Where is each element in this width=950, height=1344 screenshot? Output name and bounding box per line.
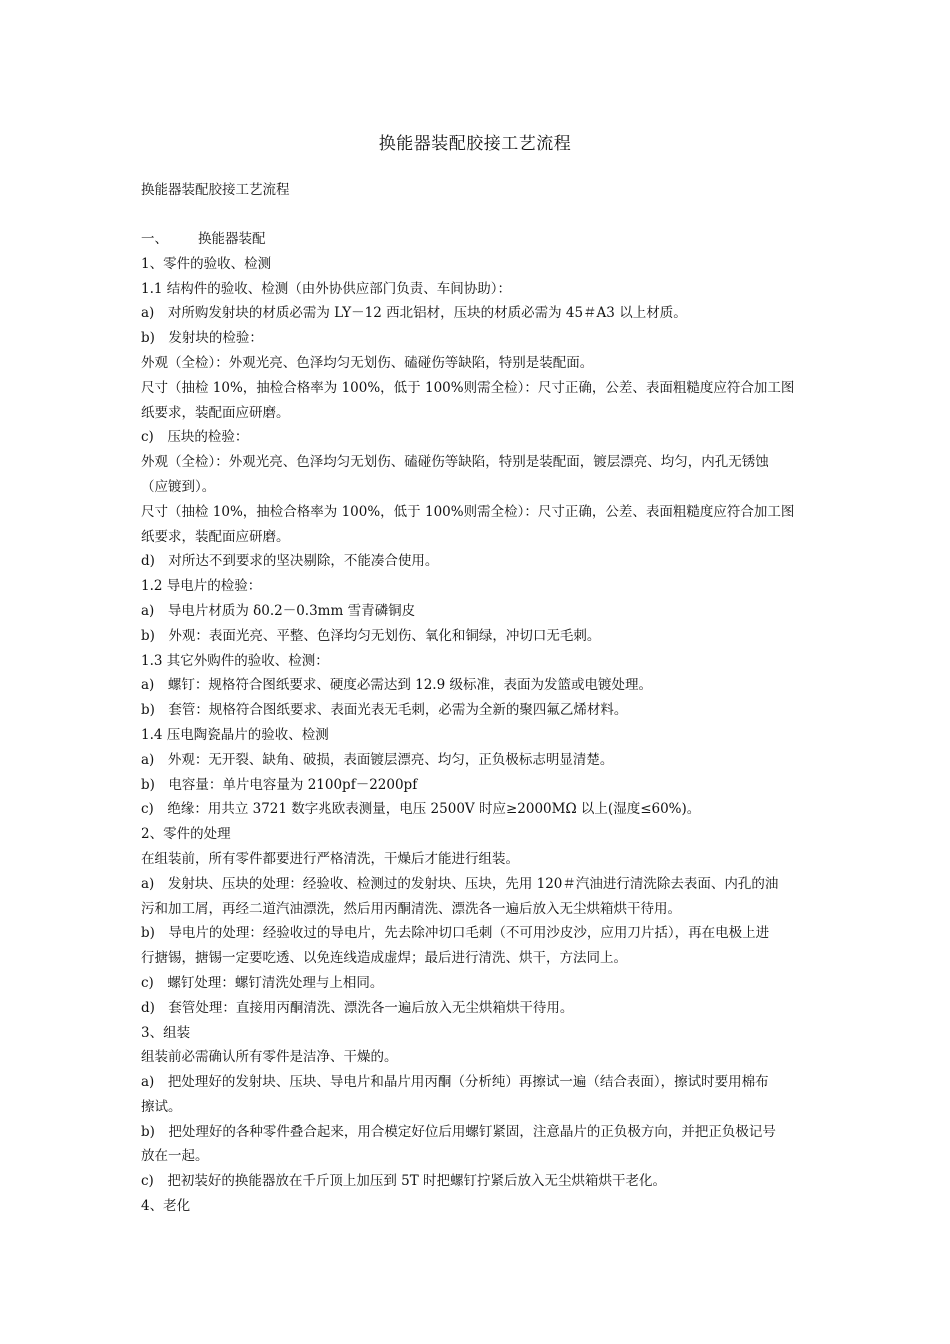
document-subtitle: 换能器装配胶接工艺流程: [141, 182, 290, 198]
text-line: 外观（全检）：外观光亮、色泽均匀无划伤、磕碰伤等缺陷，特别是装配面。: [141, 354, 594, 371]
document-body: [141, 227, 813, 1219]
text-line: b) 外观：表面光亮、平整、色泽均匀无划伤、氧化和铜绿，冲切口无毛刺。: [141, 627, 601, 644]
text-line: 尺寸（抽检 10%，抽检合格率为 100%，低于 100%则需全检）：尺寸正确，公差、表面粗糙度应符合加工图: [141, 379, 795, 396]
text-line: 1.2 导电片的检验：: [141, 578, 262, 595]
text-line: d) 对所达不到要求的坚决剔除，不能凑合使用。: [141, 553, 439, 570]
text-line: b) 把处理好的各种零件叠合起来，用合模定好位后用螺钉紧固，注意晶片的正负极方向，并把正负极记号: [141, 1123, 776, 1140]
text-line: a) 螺钉：规格符合图纸要求、硬度必需达到 12.9 级标准，表面为发篮或电镀处理。: [141, 677, 652, 694]
text-line: 放在一起。: [141, 1148, 209, 1165]
document-title: 换能器装配胶接工艺流程: [378, 134, 572, 154]
text-line: c) 螺钉处理：螺钉清洗处理与上相同。: [141, 974, 384, 991]
text-line: a) 外观：无开裂、缺角、破损，表面镀层漂亮、均匀，正负极标志明显清楚。: [141, 751, 614, 768]
text-line: 1.3 其它外购件的验收、检测：: [141, 652, 329, 669]
text-line: b) 导电片的处理：经验收过的导电片，先去除冲切口毛刺（不可用沙皮沙，应用刀片括），再在电极上进: [141, 925, 770, 942]
text-line: a) 发射块、压块的处理：经验收、检测过的发射块、压块，先用 120＃汽油进行清洗除去表面、内孔的油: [141, 875, 779, 892]
text-line: d) 套管处理：直接用丙酮清洗、漂洗各一遍后放入无尘烘箱烘干待用。: [141, 999, 574, 1016]
text-line: 在组装前，所有零件都要进行严格清洗，干燥后才能进行组装。: [141, 850, 519, 867]
text-line: 3、组装: [141, 1024, 191, 1041]
text-line: （应镀到）。: [141, 478, 216, 495]
section-number: 一、: [141, 231, 168, 247]
text-line: b) 套管：规格符合图纸要求、表面光表无毛刺，必需为全新的聚四氟乙烯材料。: [141, 702, 628, 719]
text-line: 尺寸（抽检 10%，抽检合格率为 100%，低于 100%则需全检）：尺寸正确，公差、表面粗糙度应符合加工图: [141, 503, 795, 520]
text-line: 外观（全检）：外观光亮、色泽均匀无划伤、磕碰伤等缺陷，特别是装配面，镀层漂亮、均匀，内孔无锈蚀: [141, 454, 769, 471]
text-line: c) 绝缘：用共立 3721 数字兆欧表测量，电压 2500V 时应≥2000MΩ 以上(湿度≤60%)。: [141, 801, 701, 818]
text-line: a) 对所购发射块的材质必需为 LY－12 西北铝材，压块的材质必需为 45＃A3 以上材质。: [141, 305, 687, 322]
text-line: 行搪锡，搪锡一定要吃透、以免连线造成虚焊；最后进行清洗、烘干，方法同上。: [141, 950, 627, 967]
text-line: 1、零件的验收、检测: [141, 255, 272, 272]
text-line: a) 把处理好的发射块、压块、导电片和晶片用丙酮（分析纯）再擦试一遍（结合表面），擦试时要用棉布: [141, 1074, 769, 1091]
section-heading: [141, 227, 813, 252]
text-line: 2、零件的处理: [141, 826, 231, 843]
text-line: 污和加工屑，再经二道汽油漂洗，然后用丙酮清洗、漂洗各一遍后放入无尘烘箱烘干待用。: [141, 900, 681, 917]
text-line: b) 发射块的检验：: [141, 330, 263, 347]
text-line: 4、老化: [141, 1198, 191, 1215]
text-line: b) 电容量：单片电容量为 2100pf－2200pf: [141, 776, 418, 793]
text-line: c) 把初装好的换能器放在千斤顶上加压到 5T 时把螺钉拧紧后放入无尘烘箱烘干老化。: [141, 1173, 667, 1190]
text-line: 组装前必需确认所有零件是洁净、干燥的。: [141, 1049, 398, 1066]
text-line: 1.1 结构件的验收、检测（由外协供应部门负责、车间协助）：: [141, 280, 512, 297]
text-line: 纸要求，装配面应研磨。: [141, 404, 290, 421]
text-line: 纸要求，装配面应研磨。: [141, 528, 290, 545]
text-line: 1.4 压电陶瓷晶片的验收、检测: [141, 726, 329, 743]
section-title: 换能器装配: [198, 231, 266, 247]
text-line: a) 导电片材质为 δ0.2－0.3mm 雪青磷铜皮: [141, 602, 416, 619]
text-line: c) 压块的检验：: [141, 429, 249, 446]
text-line: 擦试。: [141, 1098, 182, 1115]
